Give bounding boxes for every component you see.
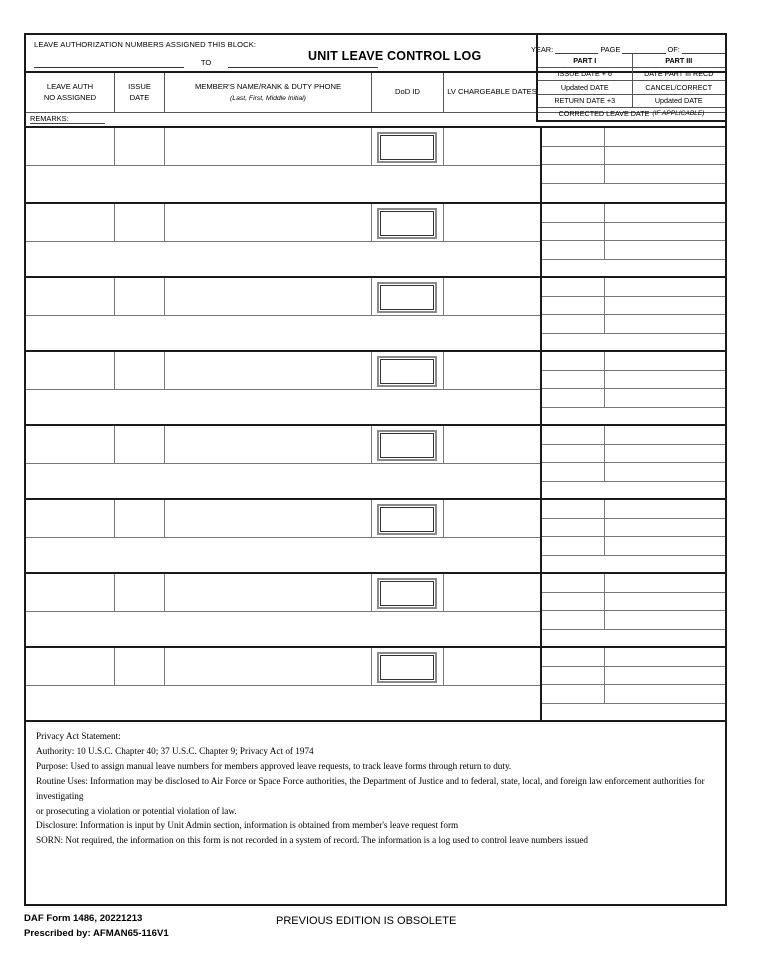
dod-id-inner-box xyxy=(380,433,434,458)
footer-prescribed-by: Prescribed by: AFMAN65-116V1 xyxy=(24,927,169,939)
row-divider-2 xyxy=(164,426,165,463)
table-row xyxy=(26,646,725,720)
row-main-area xyxy=(26,500,540,572)
row-remarks-line[interactable] xyxy=(26,316,540,352)
row-divider-2 xyxy=(164,128,165,165)
privacy-line-purpose: Purpose: Used to assign manual leave numbers for members approved leave requests, to track leave forms through return to duty. xyxy=(36,760,512,771)
row-divider-2 xyxy=(164,648,165,685)
part-subrow-divider xyxy=(604,519,605,537)
part-subrow-1[interactable] xyxy=(542,352,725,371)
row-main-area xyxy=(26,128,540,202)
dod-id-field[interactable] xyxy=(377,132,437,163)
table-row xyxy=(26,498,725,572)
part-three-updated-date: Updated DATE xyxy=(632,95,726,108)
part-subrow-divider xyxy=(604,648,605,666)
part-subrow-divider xyxy=(604,128,605,146)
col-header-leave-auth-no-line2: NO ASSIGNED xyxy=(43,92,97,102)
part-subrow-divider xyxy=(604,315,605,333)
row-part-area xyxy=(540,352,725,424)
col-header-issue-date-line2: DATE xyxy=(129,92,150,102)
col-header-member-sub: (Last, First, Middle Initial) xyxy=(230,95,306,103)
row-divider-1 xyxy=(114,426,115,463)
col-header-leave-auth-no-line1: LEAVE AUTH xyxy=(46,82,94,92)
part-subrow-divider xyxy=(604,278,605,296)
dod-id-inner-box xyxy=(380,359,434,384)
row-divider-3 xyxy=(371,500,372,537)
row-divider-2 xyxy=(164,500,165,537)
col-header-member-line1: MEMBER'S NAME/RANK & DUTY PHONE xyxy=(194,81,342,91)
part-header-row-3 xyxy=(538,95,725,109)
leave-auth-block-label: LEAVE AUTHORIZATION NUMBERS ASSIGNED THIS BLOCK: xyxy=(34,40,257,49)
part-subrow-2[interactable] xyxy=(542,445,725,464)
row-divider-3 xyxy=(371,352,372,389)
row-main-area xyxy=(26,278,540,350)
part-subrow-3[interactable] xyxy=(542,685,725,704)
row-data-line xyxy=(26,574,540,612)
row-part-area xyxy=(540,648,725,720)
row-divider-2 xyxy=(164,204,165,241)
row-data-line xyxy=(26,426,540,464)
dod-id-field[interactable] xyxy=(377,208,437,239)
part-three-title: PART III xyxy=(632,54,726,67)
privacy-act-statement xyxy=(26,720,725,854)
part-subrow-3[interactable] xyxy=(542,463,725,482)
part-subrow-2[interactable] xyxy=(542,519,725,538)
corrected-leave-date-main: CORRECTED LEAVE DATE xyxy=(558,109,650,119)
part-subrow-divider xyxy=(604,389,605,407)
row-remarks-line[interactable] xyxy=(26,612,540,648)
row-remarks-line[interactable] xyxy=(26,242,540,278)
part-subrow-divider xyxy=(604,500,605,518)
part-subrow-divider xyxy=(604,297,605,315)
part-header-row-2 xyxy=(538,81,725,95)
row-data-line xyxy=(26,648,540,686)
row-divider-3 xyxy=(371,278,372,315)
row-remarks-line[interactable] xyxy=(26,538,540,574)
table-row xyxy=(26,128,725,202)
row-divider-4 xyxy=(443,204,444,241)
row-divider-1 xyxy=(114,352,115,389)
part-subrow-divider xyxy=(604,463,605,481)
footer-previous-edition: PREVIOUS EDITION IS OBSOLETE xyxy=(276,915,457,927)
row-main-area xyxy=(26,574,540,646)
part-subrow-4[interactable] xyxy=(542,184,725,203)
row-main-area xyxy=(26,426,540,498)
col-header-lv-chargeable-dates xyxy=(443,73,540,112)
page-label: PAGE xyxy=(600,45,621,54)
dod-id-field[interactable] xyxy=(377,356,437,387)
dod-id-field[interactable] xyxy=(377,578,437,609)
row-divider-1 xyxy=(114,648,115,685)
year-label: YEAR: xyxy=(531,45,554,54)
dod-id-field[interactable] xyxy=(377,282,437,313)
dod-id-field[interactable] xyxy=(377,504,437,535)
dod-id-inner-box xyxy=(380,581,434,606)
row-main-area xyxy=(26,204,540,276)
row-divider-1 xyxy=(114,500,115,537)
part-one-updated-date: Updated DATE xyxy=(560,82,609,92)
remarks-label: REMARKS: xyxy=(30,114,105,124)
table-body xyxy=(26,128,725,720)
row-remarks-line[interactable] xyxy=(26,686,540,722)
footer-left-block xyxy=(24,912,169,942)
row-divider-2 xyxy=(164,278,165,315)
row-part-area xyxy=(540,500,725,572)
row-main-area xyxy=(26,648,540,720)
row-main-area xyxy=(26,352,540,424)
corrected-leave-date-italic: (IF APPLICABLE) xyxy=(652,110,705,118)
row-remarks-line[interactable] xyxy=(26,166,540,202)
part-subrow-2[interactable] xyxy=(542,223,725,242)
row-divider-4 xyxy=(443,648,444,685)
row-divider-4 xyxy=(443,500,444,537)
table-row xyxy=(26,424,725,498)
part-subrow-divider xyxy=(604,147,605,165)
part-subrow-2[interactable] xyxy=(542,667,725,686)
privacy-line-authority: Authority: 10 U.S.C. Chapter 40; 37 U.S.C. Chapter 9; Privacy Act of 1974 xyxy=(36,745,314,756)
row-divider-4 xyxy=(443,574,444,611)
col-header-issue-date xyxy=(114,73,164,112)
part-subrow-divider xyxy=(604,426,605,444)
row-part-area xyxy=(540,574,725,646)
part-subrow-3[interactable] xyxy=(542,165,725,184)
col-header-issue-date-line1: ISSUE xyxy=(128,82,151,92)
part-subrow-divider xyxy=(604,204,605,222)
part-subrow-1[interactable] xyxy=(542,128,725,147)
row-remarks-line[interactable] xyxy=(26,464,540,500)
part-subrow-2[interactable] xyxy=(542,297,725,316)
part-subrow-2[interactable] xyxy=(542,147,725,166)
part-subrow-1[interactable] xyxy=(542,426,725,445)
col-header-leave-auth-no xyxy=(26,73,114,112)
row-data-line xyxy=(26,204,540,242)
row-data-line xyxy=(26,352,540,390)
row-data-line xyxy=(26,278,540,316)
part-subrow-divider xyxy=(604,371,605,389)
row-data-line xyxy=(26,500,540,538)
row-divider-2 xyxy=(164,574,165,611)
row-divider-3 xyxy=(371,574,372,611)
table-row xyxy=(26,202,725,276)
part-subrow-divider xyxy=(604,445,605,463)
dod-id-inner-box xyxy=(380,507,434,532)
row-divider-4 xyxy=(443,426,444,463)
part-subrow-3[interactable] xyxy=(542,537,725,556)
part-subrow-divider xyxy=(604,165,605,183)
part-subrow-2[interactable] xyxy=(542,593,725,612)
corrected-leave-date-header xyxy=(538,108,725,122)
part-three-cancel-correct: CANCEL/CORRECT xyxy=(632,81,726,94)
row-divider-1 xyxy=(114,128,115,165)
row-divider-4 xyxy=(443,352,444,389)
part-subrow-3[interactable] xyxy=(542,611,725,630)
col-header-dod-id xyxy=(371,73,443,112)
part-one-issue-date-plus-6: ISSUE DATE + 6 xyxy=(557,69,612,79)
row-divider-3 xyxy=(371,204,372,241)
part-subrow-divider xyxy=(604,223,605,241)
dod-id-inner-box xyxy=(380,655,434,680)
dod-id-inner-box xyxy=(380,211,434,236)
privacy-line-title: Privacy Act Statement: xyxy=(36,731,121,741)
part-subrow-divider xyxy=(604,574,605,592)
col-header-lv-chargeable-dates-line1: LV CHARGEABLE DATES xyxy=(447,87,537,97)
part-subrow-divider xyxy=(604,667,605,685)
row-divider-3 xyxy=(371,128,372,165)
part-three-date-recd: DATE PART III RECD xyxy=(632,68,726,81)
part-subrow-3[interactable] xyxy=(542,241,725,260)
part-subrow-3[interactable] xyxy=(542,389,725,408)
row-divider-3 xyxy=(371,648,372,685)
part-subrow-2[interactable] xyxy=(542,371,725,390)
row-divider-3 xyxy=(371,426,372,463)
privacy-line-disclosure: Disclosure: Information is input by Unit Admin section, information is obtained from member's leave request form xyxy=(36,820,459,831)
part-one-title: PART I xyxy=(573,55,597,65)
col-header-dod-id-line1: DoD ID xyxy=(395,87,420,97)
part-subrow-1[interactable] xyxy=(542,278,725,297)
part-subrow-1[interactable] xyxy=(542,500,725,519)
part-subrow-1[interactable] xyxy=(542,574,725,593)
part-subrow-1[interactable] xyxy=(542,648,725,667)
row-divider-2 xyxy=(164,352,165,389)
page-title: UNIT LEAVE CONTROL LOG xyxy=(308,49,482,63)
row-part-area xyxy=(540,204,725,276)
privacy-line-sorn: SORN: Not required, the information on this form is not recorded in a system of record. The information is a log used to control leave numbers issued xyxy=(36,835,588,846)
table-row xyxy=(26,350,725,424)
row-divider-1 xyxy=(114,204,115,241)
col-header-member xyxy=(164,73,371,112)
part-subrow-divider xyxy=(604,537,605,555)
block-from-input[interactable] xyxy=(34,55,184,68)
corrected-leave-date-label xyxy=(538,108,725,120)
part-subrow-divider xyxy=(604,611,605,629)
table-row xyxy=(26,276,725,350)
privacy-line-routine-uses-cont: or prosecuting a violation or potential violation of law. xyxy=(36,805,237,816)
part-subrow-divider xyxy=(604,685,605,703)
row-part-area xyxy=(540,128,725,202)
part-header-row-1 xyxy=(538,68,725,82)
row-divider-1 xyxy=(114,278,115,315)
dod-id-inner-box xyxy=(380,135,434,160)
row-divider-4 xyxy=(443,128,444,165)
form-outer-frame xyxy=(24,33,727,906)
privacy-line-routine-uses: Routine Uses: Information may be disclosed to Air Force or Space Force authorities, the Department of Justice and to federal, state, local, and foreign law enforcement authorities for investigating xyxy=(36,775,705,801)
row-divider-1 xyxy=(114,574,115,611)
row-divider-4 xyxy=(443,278,444,315)
part-one-return-date-plus-3: RETURN DATE +3 xyxy=(554,96,616,106)
row-part-area xyxy=(540,278,725,350)
dod-id-inner-box xyxy=(380,285,434,310)
row-data-line xyxy=(26,128,540,166)
part-subrow-3[interactable] xyxy=(542,315,725,334)
dod-id-field[interactable] xyxy=(377,430,437,461)
dod-id-field[interactable] xyxy=(377,652,437,683)
table-row xyxy=(26,572,725,646)
to-label: TO xyxy=(200,58,212,67)
part-subrow-divider xyxy=(604,352,605,370)
part-header-stack xyxy=(536,35,725,122)
part-header-titles xyxy=(538,54,725,68)
part-subrow-1[interactable] xyxy=(542,204,725,223)
footer-form-id: DAF Form 1486, 20221213 xyxy=(24,913,143,924)
of-label: OF: xyxy=(667,45,680,54)
part-subrow-divider xyxy=(604,593,605,611)
row-part-area xyxy=(540,426,725,498)
row-remarks-line[interactable] xyxy=(26,390,540,426)
part-subrow-divider xyxy=(604,241,605,259)
